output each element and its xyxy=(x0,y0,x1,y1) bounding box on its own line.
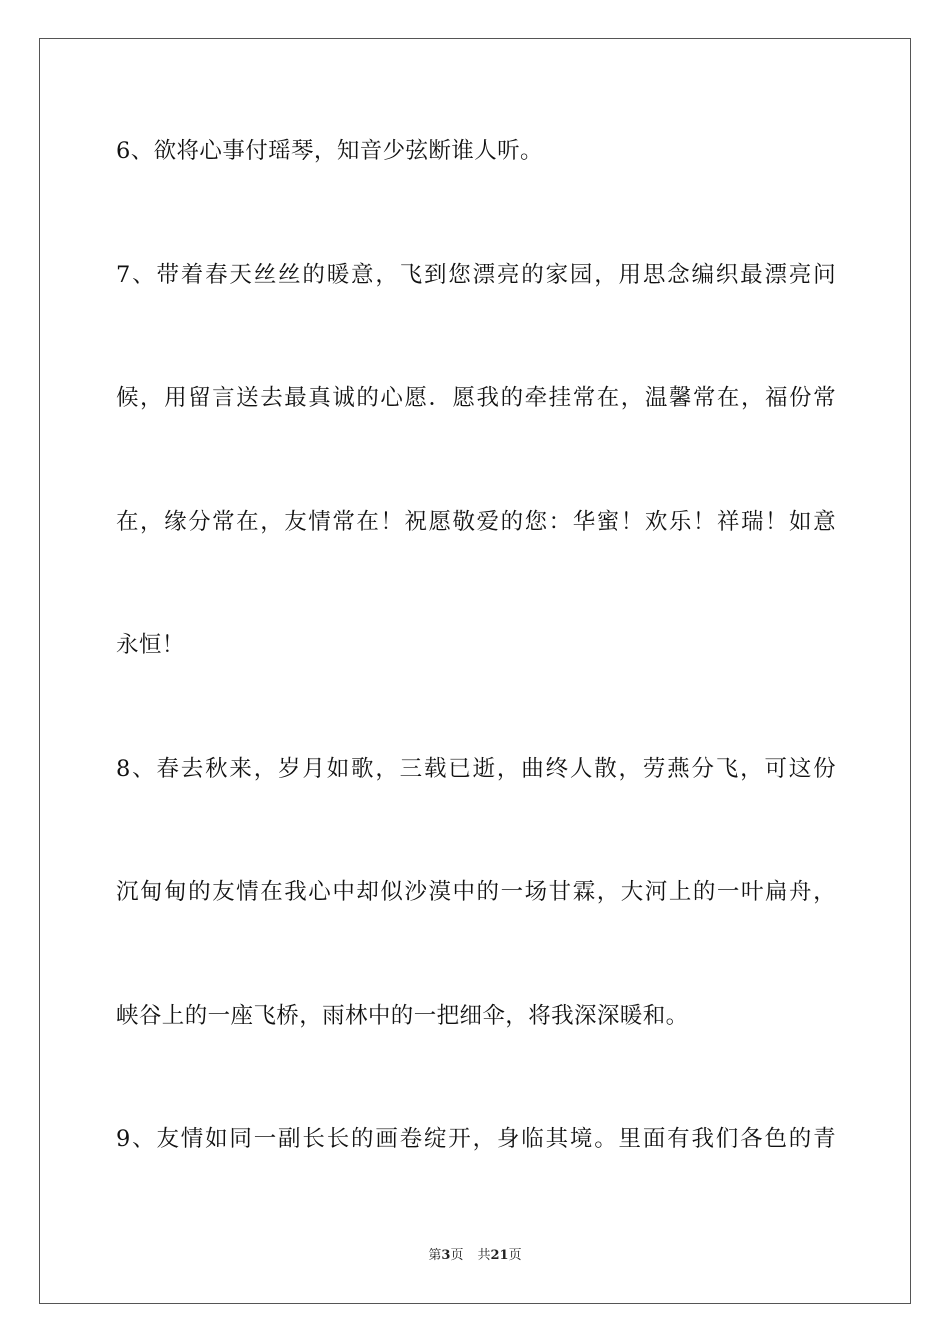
footer-total-prefix: 共 xyxy=(477,1248,491,1263)
footer-page-prefix: 第 xyxy=(428,1248,442,1263)
text-line: 9、友情如同一副长长的画卷绽开，身临其境。里面有我们各色的青 xyxy=(116,1126,836,1152)
text-line: 在，缘分常在，友情常在！祝愿敬爱的您：华蜜！欢乐！祥瑞！如意 xyxy=(116,509,836,535)
footer-page-total: 21 xyxy=(490,1248,509,1263)
text-line: 沉甸甸的友情在我心中却似沙漠中的一场甘霖，大河上的一叶扁舟， xyxy=(116,879,836,905)
text-line: 永恒！ xyxy=(116,632,185,658)
footer-page-current: 3 xyxy=(441,1248,451,1263)
text-line: 峡谷上的一座飞桥，雨林中的一把细伞，将我深深暖和。 xyxy=(116,1003,689,1029)
page-frame xyxy=(39,38,911,1304)
text-line: 6、欲将心事付瑶琴，知音少弦断谁人听。 xyxy=(116,138,543,164)
page-footer xyxy=(0,1247,950,1265)
text-line: 8、春去秋来，岁月如歌，三载已逝，曲终人散，劳燕分飞，可这份 xyxy=(116,756,836,782)
footer-total-suffix: 页 xyxy=(508,1248,522,1263)
footer-page-suffix: 页 xyxy=(450,1248,464,1263)
text-line: 候，用留言送去最真诚的心愿．愿我的牵挂常在，温馨常在，福份常 xyxy=(116,385,836,411)
text-line: 7、带着春天丝丝的暖意，飞到您漂亮的家园，用思念编织最漂亮问 xyxy=(116,262,836,288)
